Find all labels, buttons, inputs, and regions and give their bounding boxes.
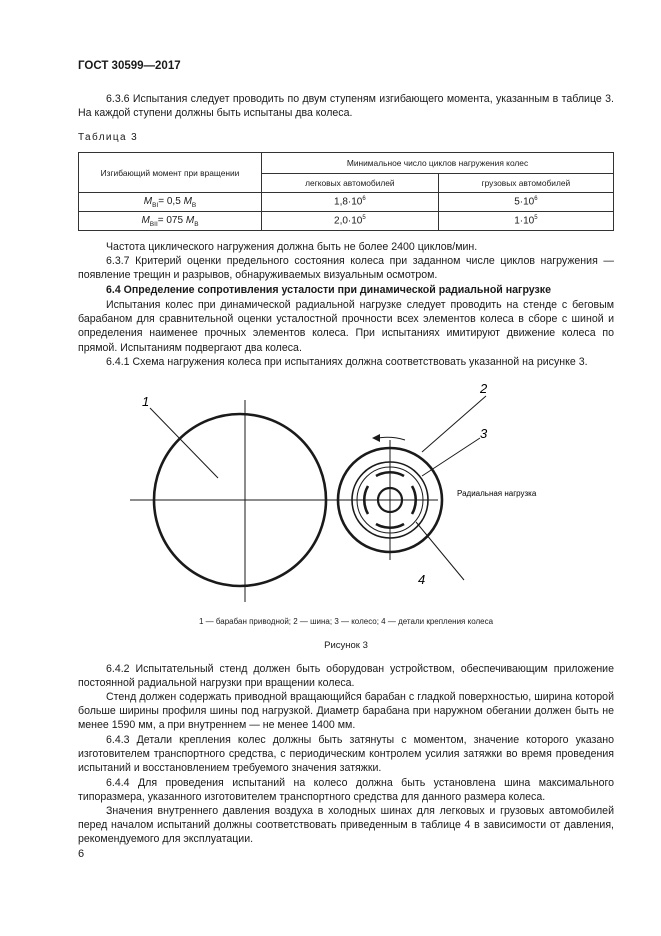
- rotation-arrow-icon: [378, 437, 405, 440]
- paragraph-pressure: Значения внутреннего давления воздуха в холодных шинах для легковых и грузовых автомобилей перед началом испытаний должны соответствовать приведенным в таблице 4 в зависимости от давления, рекомендуемого для эксплуатации.: [78, 805, 614, 846]
- section-6-4-title: 6.4 Определение сопротивления усталости при динамической радиальной нагрузке: [106, 284, 551, 296]
- paragraph-6-4-1: 6.4.1 Схема нагружения колеса при испытаниях должна соответствовать указанной на рисунке 3.: [106, 356, 588, 368]
- paragraph-6-4-2: 6.4.2 Испытательный стенд должен быть оборудован устройством, обеспечивающим приложение постоянной радиальной нагрузки при вращении колеса.: [78, 663, 614, 690]
- table-row: [79, 193, 614, 212]
- table-cell-trucks: $1\cdot 10^5$: [438, 212, 613, 231]
- table-header-cycles: Минимальное число циклов нагружения колес: [262, 153, 614, 174]
- label-2: 2: [480, 381, 488, 396]
- label-3: 3: [480, 426, 488, 441]
- label-4: 4: [418, 572, 426, 587]
- table-header-moment: Изгибающий момент при вращении: [79, 153, 262, 193]
- leader-line-3: [422, 438, 480, 476]
- table-cell-cars: $1,8\cdot 10^6$: [262, 193, 439, 212]
- table-cell-moment: $M_{BI}= 0,5$ $M_B$: [79, 193, 262, 212]
- paragraph-6-3-6: 6.3.6 Испытания следует проводить по двум ступеням изгибающего момента, указанным в таблице 3. На каждой ступени должны быть испытаны два колеса.: [78, 93, 614, 120]
- figure-legend: 1 — барабан приводной; 2 — шина; 3 — колесо; 4 — детали крепления колеса: [198, 617, 494, 626]
- paragraph-6-4-4: 6.4.4 Для проведения испытаний на колесо должна быть установлена шина максимального типоразмера, указанного изготовителем транспортного средства для данного размера колеса.: [78, 777, 614, 804]
- radial-load-label: Радиальная нагрузка: [457, 489, 537, 498]
- paragraph-6-4: Испытания колес при динамической радиальной нагрузке следует проводить на стенде с беговым барабаном для сравнительной оценки усталостной прочности всех элементов колеса в сборе с шиной и определения наименее прочных элементов колеса. При испытаниях имитируют движение колеса по прямой. Испытаниям подвергают два колеса.: [78, 299, 614, 354]
- figure-3-diagram: [120, 380, 560, 612]
- table-cell-trucks: $5\cdot 10^6$: [438, 193, 613, 212]
- leader-line-2: [422, 396, 486, 452]
- table-row: [79, 212, 614, 231]
- table-subheader-trucks: грузовых автомобилей: [438, 174, 613, 193]
- arrowhead-icon: [372, 434, 380, 442]
- table-subheader-cars: легковых автомобилей: [262, 174, 439, 193]
- document-header: ГОСТ 30599—2017: [78, 60, 181, 72]
- table-3: [78, 152, 614, 231]
- table-caption: Таблица 3: [78, 132, 139, 143]
- paragraph-6-4-3: 6.4.3 Детали крепления колес должны быть затянуты с моментом, значение которого указано изготовителем транспортного средства, с периодическим контролем усилия затяжки во время проведения испытаний и восстановлением требуемого значения затяжки.: [78, 734, 614, 775]
- paragraph-stand: Стенд должен содержать приводной вращающийся барабан с гладкой поверхностью, ширина которой больше ширины профиля шины под нагрузкой. Диаметр барабана при наружном обегании должен быть не менее 1590 мм, а при внутреннем — не менее 1400 мм.: [78, 691, 614, 732]
- page-number: 6: [78, 848, 85, 860]
- label-1: 1: [142, 394, 150, 409]
- table-cell-moment: $M_{BII}= 075$ $M_B$: [79, 212, 262, 231]
- paragraph-frequency: Частота циклического нагружения должна быть не более 2400 циклов/мин.: [106, 241, 478, 253]
- table-cell-cars: $2,0\cdot 10^5$: [262, 212, 439, 231]
- figure-title: Рисунок 3: [324, 640, 368, 651]
- paragraph-6-3-7: 6.3.7 Критерий оценки предельного состояния колеса при заданном числе циклов нагружения — появление трещин и разрывов, обнаруживаемых визуальным осмотром.: [78, 255, 614, 282]
